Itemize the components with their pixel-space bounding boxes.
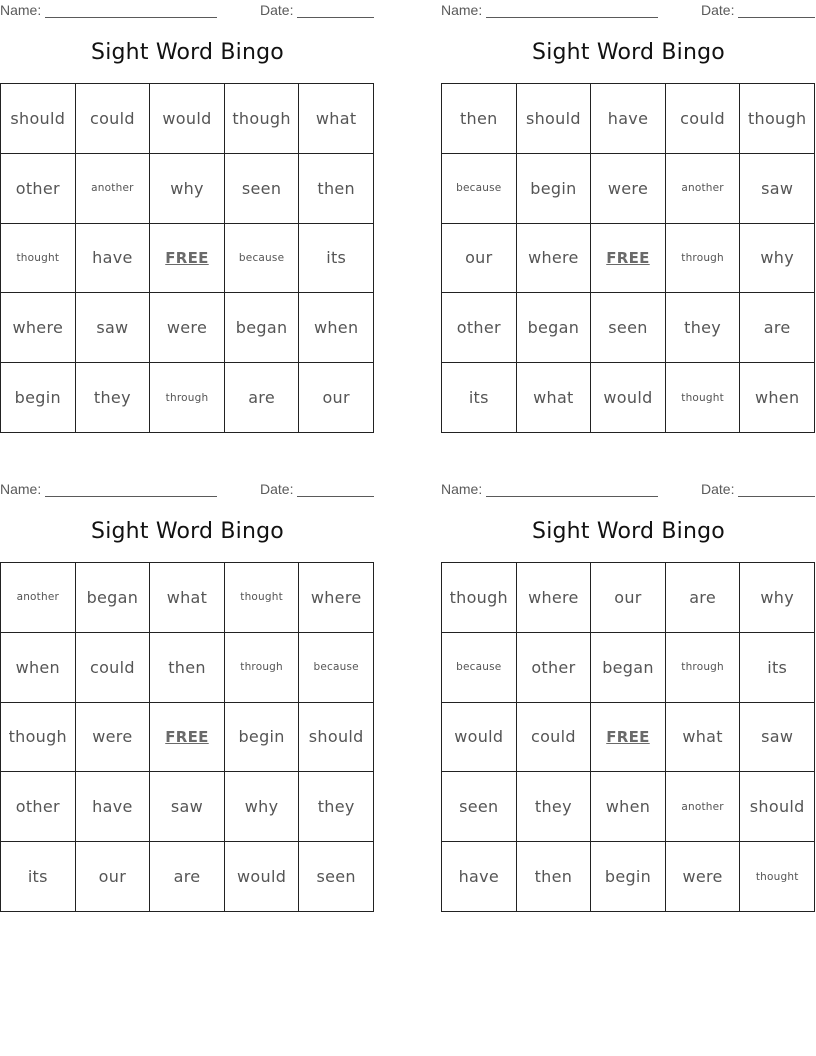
bingo-cell: could <box>517 703 592 773</box>
bingo-cell: other <box>1 772 76 842</box>
bingo-cell: saw <box>150 772 225 842</box>
bingo-cell: were <box>76 703 151 773</box>
bingo-cell: begin <box>517 154 592 224</box>
bingo-cell: are <box>740 293 815 363</box>
date-field <box>260 481 374 497</box>
bingo-cell: its <box>299 224 374 294</box>
header-line <box>441 0 816 22</box>
bingo-cell: should <box>299 703 374 773</box>
bingo-cell: have <box>591 84 666 154</box>
bingo-cell: our <box>76 842 151 912</box>
bingo-cell: because <box>442 154 517 224</box>
bingo-cell: thought <box>666 363 741 433</box>
bingo-cell: would <box>225 842 300 912</box>
bingo-cell: then <box>299 154 374 224</box>
card-title: Sight Word Bingo <box>91 40 284 65</box>
date-label: Date: <box>701 2 735 18</box>
bingo-grid <box>441 562 815 912</box>
bingo-cell: where <box>517 563 592 633</box>
bingo-cell: were <box>150 293 225 363</box>
bingo-cell: should <box>740 772 815 842</box>
bingo-cell: another <box>666 772 741 842</box>
bingo-cell: then <box>150 633 225 703</box>
bingo-cell: what <box>299 84 374 154</box>
bingo-cell: began <box>591 633 666 703</box>
bingo-cell: were <box>666 842 741 912</box>
name-field <box>441 2 658 18</box>
bingo-cell: would <box>442 703 517 773</box>
bingo-grid <box>0 83 374 433</box>
bingo-cell: other <box>1 154 76 224</box>
bingo-cell: are <box>666 563 741 633</box>
bingo-cell: other <box>517 633 592 703</box>
bingo-cell: though <box>740 84 815 154</box>
free-space-cell: FREE <box>150 224 225 294</box>
bingo-cell: its <box>740 633 815 703</box>
date-label: Date: <box>701 481 735 497</box>
bingo-grid <box>0 562 374 912</box>
bingo-cell: seen <box>591 293 666 363</box>
bingo-cell: began <box>76 563 151 633</box>
bingo-cell: why <box>150 154 225 224</box>
name-field <box>0 2 217 18</box>
bingo-cell: our <box>442 224 517 294</box>
bingo-cell: seen <box>225 154 300 224</box>
date-blank-line <box>297 3 374 18</box>
bingo-cell: have <box>76 224 151 294</box>
bingo-card-4 <box>441 479 816 887</box>
bingo-cell: were <box>591 154 666 224</box>
bingo-cell: its <box>442 363 517 433</box>
bingo-cell: should <box>517 84 592 154</box>
bingo-cell: where <box>299 563 374 633</box>
bingo-cell: other <box>442 293 517 363</box>
bingo-cell: began <box>517 293 592 363</box>
bingo-cell: our <box>591 563 666 633</box>
bingo-cell: began <box>225 293 300 363</box>
bingo-cell: are <box>150 842 225 912</box>
name-field <box>0 481 217 497</box>
bingo-cell: through <box>150 363 225 433</box>
bingo-grid <box>441 83 815 433</box>
bingo-cell: saw <box>740 703 815 773</box>
bingo-cell: would <box>591 363 666 433</box>
name-blank-line <box>486 482 658 497</box>
date-blank-line <box>738 3 815 18</box>
bingo-cell: thought <box>1 224 76 294</box>
bingo-cell: when <box>1 633 76 703</box>
bingo-cell: another <box>1 563 76 633</box>
name-label: Name: <box>441 2 483 18</box>
bingo-cell: would <box>150 84 225 154</box>
bingo-cell: through <box>666 633 741 703</box>
bingo-cell: because <box>299 633 374 703</box>
bingo-cell: when <box>591 772 666 842</box>
bingo-cell: could <box>76 633 151 703</box>
header-line <box>441 479 816 501</box>
bingo-cell: though <box>442 563 517 633</box>
bingo-cell: begin <box>591 842 666 912</box>
bingo-cell: then <box>517 842 592 912</box>
bingo-card-1 <box>0 0 375 408</box>
date-field <box>701 2 815 18</box>
bingo-cell: have <box>76 772 151 842</box>
bingo-cell: thought <box>225 563 300 633</box>
bingo-cell: begin <box>225 703 300 773</box>
bingo-cell: are <box>225 363 300 433</box>
card-title: Sight Word Bingo <box>532 40 725 65</box>
bingo-cell: another <box>76 154 151 224</box>
bingo-cell: because <box>225 224 300 294</box>
name-blank-line <box>45 482 217 497</box>
free-space-cell: FREE <box>591 224 666 294</box>
bingo-cell: another <box>666 154 741 224</box>
bingo-cell: then <box>442 84 517 154</box>
bingo-cell: through <box>666 224 741 294</box>
bingo-cell: what <box>150 563 225 633</box>
bingo-cell: where <box>1 293 76 363</box>
bingo-cell: saw <box>76 293 151 363</box>
name-label: Name: <box>0 481 42 497</box>
header-line <box>0 0 375 22</box>
bingo-cell: seen <box>442 772 517 842</box>
bingo-cell: though <box>225 84 300 154</box>
name-field <box>441 481 658 497</box>
bingo-cell: why <box>225 772 300 842</box>
bingo-cell: because <box>442 633 517 703</box>
bingo-cell: begin <box>1 363 76 433</box>
bingo-cell: they <box>666 293 741 363</box>
name-blank-line <box>486 3 658 18</box>
name-label: Name: <box>0 2 42 18</box>
name-blank-line <box>45 3 217 18</box>
free-space-cell: FREE <box>150 703 225 773</box>
bingo-cell: they <box>76 363 151 433</box>
bingo-cell: could <box>76 84 151 154</box>
bingo-cell: could <box>666 84 741 154</box>
bingo-cell: when <box>299 293 374 363</box>
bingo-cell: they <box>517 772 592 842</box>
bingo-cell: its <box>1 842 76 912</box>
bingo-card-3 <box>0 479 375 887</box>
card-title: Sight Word Bingo <box>532 519 725 544</box>
name-label: Name: <box>441 481 483 497</box>
bingo-cell: where <box>517 224 592 294</box>
header-line <box>0 479 375 501</box>
card-title: Sight Word Bingo <box>91 519 284 544</box>
date-label: Date: <box>260 2 294 18</box>
bingo-cell: though <box>1 703 76 773</box>
bingo-cell: they <box>299 772 374 842</box>
bingo-cell: when <box>740 363 815 433</box>
date-blank-line <box>738 482 815 497</box>
bingo-cell: have <box>442 842 517 912</box>
bingo-cell: saw <box>740 154 815 224</box>
free-space-cell: FREE <box>591 703 666 773</box>
bingo-cell: our <box>299 363 374 433</box>
date-field <box>260 2 374 18</box>
bingo-cell: seen <box>299 842 374 912</box>
bingo-cell: through <box>225 633 300 703</box>
bingo-cell: why <box>740 224 815 294</box>
date-blank-line <box>297 482 374 497</box>
bingo-cell: should <box>1 84 76 154</box>
date-field <box>701 481 815 497</box>
date-label: Date: <box>260 481 294 497</box>
bingo-cell: thought <box>740 842 815 912</box>
bingo-cell: what <box>517 363 592 433</box>
bingo-cell: why <box>740 563 815 633</box>
bingo-card-2 <box>441 0 816 408</box>
bingo-cell: what <box>666 703 741 773</box>
